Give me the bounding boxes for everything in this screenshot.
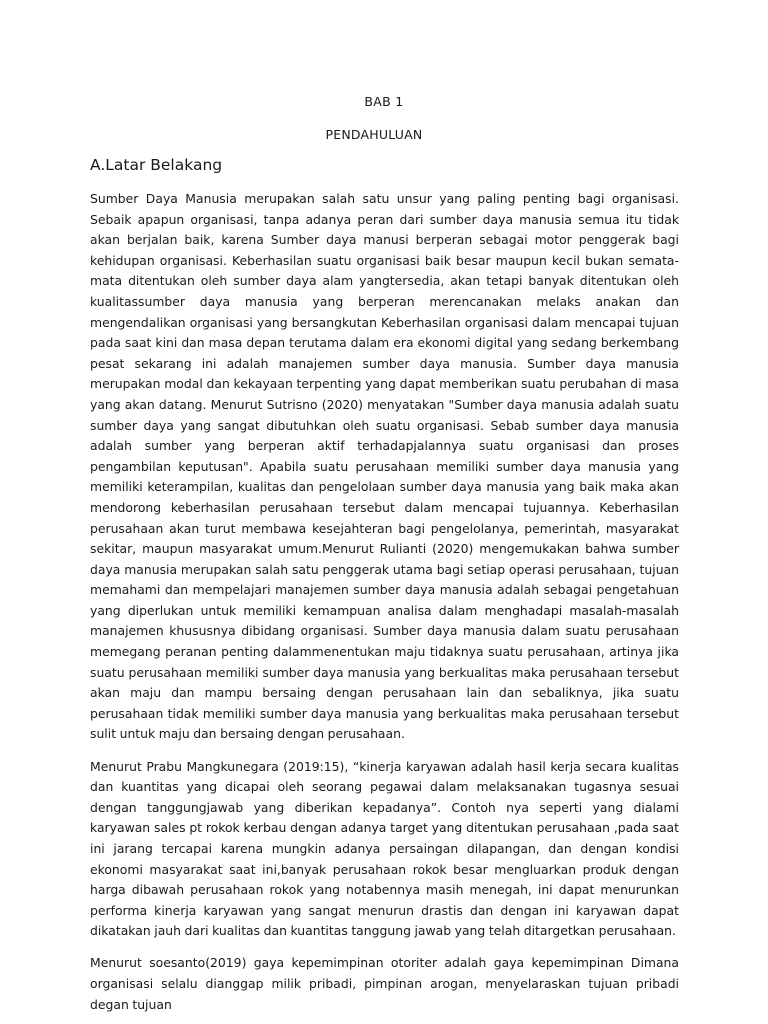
paragraph-2: Menurut Prabu Mangkunegara (2019:15), “kinerja karyawan adalah hasil kerja secara kualitas dan kuantitas yang dicapai oleh seorang pegawai dalam melaksanakan tugasnya sesuai dengan tanggungjawab yang diberikan kepadanya”. Contoh nya seperti yang dialami karyawan sales pt rokok kerbau dengan adanya target yang ditentukan perusahaan ,pada saat ini jarang tercapai karena mungkin adanya persaingan dilapangan, dan dengan kondisi ekonomi masyarakat saat ini,banyak perusahaan rokok besar mengluarkan produk dengan harga dibawah perusahaan rokok yang notabennya masih menegah, ini dapat menurunkan performa kinerja karyawan yang sangat menurun drastis dan dengan ini karyawan dapat dikatakan jauh dari kualitas dan kuantitas tanggung jawab yang telah ditargetkan perusahaan. (90, 758, 679, 939)
paragraph-1: Sumber Daya Manusia merupakan salah satu unsur yang paling penting bagi organisasi. Sebaik apapun organisasi, tanpa adanya peran dari sumber daya manusia semua itu tidak akan berjalan baik, karena Sumber daya manusi berperan sebagai motor penggerak bagi kehidupan organisasi. Keberhasilan suatu organisasi baik besar maupun kecil bukan semata-mata ditentukan oleh sumber daya alam yangtersedia, akan tetapi banyak ditentukan oleh kualitassumber daya manusia yang berperan merencanakan melaks anakan dan mengendalikan organisasi yang bersangkutan Keberhasilan organisasi dalam mencapai tujuan pada saat kini dan masa depan terutama dalam era ekonomi digital yang sedang berkembang pesat sekarang ini adalah manajemen sumber daya manusia. Sumber daya manusia merupakan modal dan kekayaan terpenting yang dapat memberikan suatu perubahan di masa yang akan datang. Menurut Sutrisno (2020) menyatakan "Sumber daya manusia adalah suatu sumber daya yang sangat dibutuhkan oleh suatu organisasi. Sebab sumber daya manusia adalah sumber yang berperan aktif terhadapjalannya suatu organisasi dan proses pengambilan keputusan". Apabila suatu perusahaan memiliki sumber daya manusia yang memiliki keterampilan, kualitas dan pengelolaan sumber daya manusia yang baik maka akan mendorong keberhasilan perusahaan tersebut dalam mencapai tujuannya. Keberhasilan perusahaan akan turut membawa kesejahteran bagi pengelolanya, pemerintah, masyarakat sekitar, maupun masyarakat umum.Menurut Rulianti (2020) mengemukakan bahwa sumber daya manusia merupakan salah satu penggerak utama bagi setiap operasi perusahaan, tujuan memahami dan mempelajari manajemen sumber daya manusia adalah sebagai pengetahuan yang diperlukan untuk memiliki kemampuan analisa dalam menghadapi masalah-masalah manajemen khususnya dibidang organisasi. Sumber daya manusia dalam suatu perusahaan memegang peranan penting dalammenentukan maju tidaknya suatu perusahaan, artinya jika suatu perusahaan memiliki sumber daya manusia yang berkualitas maka perusahaan tersebut akan maju dan mampu bersaing dengan perusahaan lain dan sebaliknya, jika suatu perusahaan tidak memiliki sumber daya manusia yang berkualitas maka perusahaan tersebut sulit untuk maju dan bersaing dengan perusahaan. (90, 191, 679, 742)
chapter-number: BAB 1 (364, 94, 404, 109)
section-heading: A.Latar Belakang (90, 156, 223, 174)
body-text (90, 189, 679, 1024)
paragraph-3: Menurut soesanto(2019) gaya kepemimpinan otoriter adalah gaya kepemimpinan Dimana organisasi selalu dianggap milik pribadi, pimpinan arogan, menyelaraskan tujuan pribadi degan tujuan (90, 955, 679, 1012)
chapter-title: PENDAHULUAN (325, 127, 423, 142)
